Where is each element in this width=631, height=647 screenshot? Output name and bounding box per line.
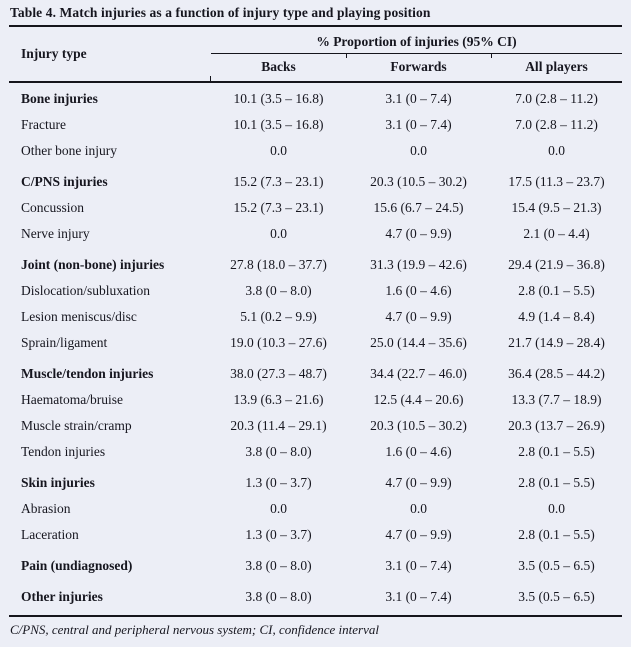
table-row — [9, 330, 622, 356]
row-value: 4.7 (0 – 9.9) — [385, 226, 452, 241]
row-label: C/PNS injuries — [21, 174, 108, 189]
row-value: 10.1 (3.5 – 16.8) — [233, 117, 324, 132]
row-label: Abrasion — [21, 501, 71, 516]
row-value: 3.5 (0.5 – 6.5) — [518, 589, 595, 604]
row-value: 7.0 (2.8 – 11.2) — [515, 117, 598, 132]
row-value: 0.0 — [270, 143, 287, 158]
row-value: 4.7 (0 – 9.9) — [385, 475, 452, 490]
table-row — [9, 522, 622, 548]
row-value: 1.6 (0 – 4.6) — [385, 444, 452, 459]
table-footnote: C/PNS, central and peripheral nervous system; CI, confidence interval — [9, 615, 622, 642]
row-value: 2.8 (0.1 – 5.5) — [518, 283, 595, 298]
table-row — [9, 252, 622, 278]
row-value: 19.0 (10.3 – 27.6) — [230, 335, 327, 350]
row-value: 15.2 (7.3 – 23.1) — [233, 174, 324, 189]
row-value: 0.0 — [410, 501, 427, 516]
row-value: 3.1 (0 – 7.4) — [385, 117, 452, 132]
table-row — [9, 584, 622, 610]
table-row — [9, 361, 622, 387]
row-value: 13.9 (6.3 – 21.6) — [233, 392, 324, 407]
row-label: Other bone injury — [21, 143, 117, 158]
table-row — [9, 413, 622, 439]
row-value: 20.3 (10.5 – 30.2) — [370, 418, 467, 433]
row-value: 34.4 (22.7 – 46.0) — [370, 366, 467, 381]
row-value: 1.3 (0 – 3.7) — [245, 475, 312, 490]
table-row — [9, 470, 622, 496]
row-label: Tendon injuries — [21, 444, 106, 459]
row-value: 13.3 (7.7 – 18.9) — [511, 392, 602, 407]
row-label: Haematoma/bruise — [21, 392, 123, 407]
column-headers-row — [211, 54, 622, 81]
row-value: 7.0 (2.8 – 11.2) — [515, 91, 598, 106]
table-caption: Table 4. Match injuries as a function of injury type and playing position — [9, 0, 622, 27]
table-row — [9, 221, 622, 247]
table-row — [9, 112, 622, 138]
row-value: 21.7 (14.9 – 28.4) — [508, 335, 605, 350]
table-row — [9, 86, 622, 112]
table-body — [9, 83, 622, 613]
table-row — [9, 387, 622, 413]
row-value: 4.7 (0 – 9.9) — [385, 309, 452, 324]
row-value: 27.8 (18.0 – 37.7) — [230, 257, 327, 272]
row-value: 17.5 (11.3 – 23.7) — [508, 174, 605, 189]
row-value: 0.0 — [270, 501, 287, 516]
row-label: Skin injuries — [21, 475, 95, 490]
row-label: Sprain/ligament — [21, 335, 108, 350]
row-value: 1.6 (0 – 4.6) — [385, 283, 452, 298]
row-value: 2.1 (0 – 4.4) — [523, 226, 590, 241]
table-row — [9, 496, 622, 522]
row-value: 0.0 — [410, 143, 427, 158]
table-row — [9, 278, 622, 304]
row-value: 3.8 (0 – 8.0) — [245, 283, 312, 298]
row-value: 3.8 (0 – 8.0) — [245, 444, 312, 459]
row-label: Laceration — [21, 527, 79, 542]
row-value: 10.1 (3.5 – 16.8) — [233, 91, 324, 106]
row-value: 3.1 (0 – 7.4) — [385, 91, 452, 106]
row-value: 3.5 (0.5 – 6.5) — [518, 558, 595, 573]
row-value: 15.2 (7.3 – 23.1) — [233, 200, 324, 215]
row-label: Nerve injury — [21, 226, 90, 241]
row-label: Concussion — [21, 200, 85, 215]
row-value: 5.1 (0.2 – 9.9) — [240, 309, 317, 324]
injury-type-column-header: Injury type — [9, 27, 211, 81]
row-label: Other injuries — [21, 589, 103, 604]
row-label: Muscle/tendon injuries — [21, 366, 154, 381]
row-label: Dislocation/subluxation — [21, 283, 150, 298]
row-value: 2.8 (0.1 – 5.5) — [518, 527, 595, 542]
row-value: 4.7 (0 – 9.9) — [385, 527, 452, 542]
row-value: 20.3 (13.7 – 26.9) — [508, 418, 605, 433]
row-value: 2.8 (0.1 – 5.5) — [518, 475, 595, 490]
table-row — [9, 439, 622, 465]
row-value: 20.3 (11.4 – 29.1) — [230, 418, 327, 433]
table-row — [9, 304, 622, 330]
row-value: 36.4 (28.5 – 44.2) — [508, 366, 605, 381]
row-value: 0.0 — [270, 226, 287, 241]
row-value: 12.5 (4.4 – 20.6) — [373, 392, 464, 407]
row-value: 2.8 (0.1 – 5.5) — [518, 444, 595, 459]
column-header-forwards: Forwards — [346, 54, 491, 81]
row-value: 3.1 (0 – 7.4) — [385, 558, 452, 573]
row-value: 15.4 (9.5 – 21.3) — [511, 200, 602, 215]
row-value: 15.6 (6.7 – 24.5) — [373, 200, 464, 215]
row-value: 0.0 — [548, 143, 565, 158]
row-label: Fracture — [21, 117, 66, 132]
row-label: Muscle strain/cramp — [21, 418, 132, 433]
proportion-header-group — [211, 27, 622, 81]
row-value: 3.8 (0 – 8.0) — [245, 589, 312, 604]
table-header — [9, 27, 622, 83]
row-value: 38.0 (27.3 – 48.7) — [230, 366, 327, 381]
table-row — [9, 138, 622, 164]
row-value: 31.3 (19.9 – 42.6) — [370, 257, 467, 272]
table-row — [9, 195, 622, 221]
row-value: 20.3 (10.5 – 30.2) — [370, 174, 467, 189]
row-label: Pain (undiagnosed) — [21, 558, 133, 573]
row-label: Lesion meniscus/disc — [21, 309, 137, 324]
row-value: 3.1 (0 – 7.4) — [385, 589, 452, 604]
table-row — [9, 553, 622, 579]
table-row — [9, 169, 622, 195]
row-value: 25.0 (14.4 – 35.6) — [370, 335, 467, 350]
row-value: 4.9 (1.4 – 8.4) — [518, 309, 595, 324]
row-label: Joint (non-bone) injuries — [21, 257, 165, 272]
row-value: 1.3 (0 – 3.7) — [245, 527, 312, 542]
proportion-span-header: % Proportion of injuries (95% CI) — [211, 27, 622, 54]
row-value: 29.4 (21.9 – 36.8) — [508, 257, 605, 272]
column-header-backs: Backs — [261, 59, 296, 74]
row-value: 0.0 — [548, 501, 565, 516]
row-value: 3.8 (0 – 8.0) — [245, 558, 312, 573]
column-header-all-players: All players — [491, 54, 622, 81]
row-label: Bone injuries — [21, 91, 98, 106]
